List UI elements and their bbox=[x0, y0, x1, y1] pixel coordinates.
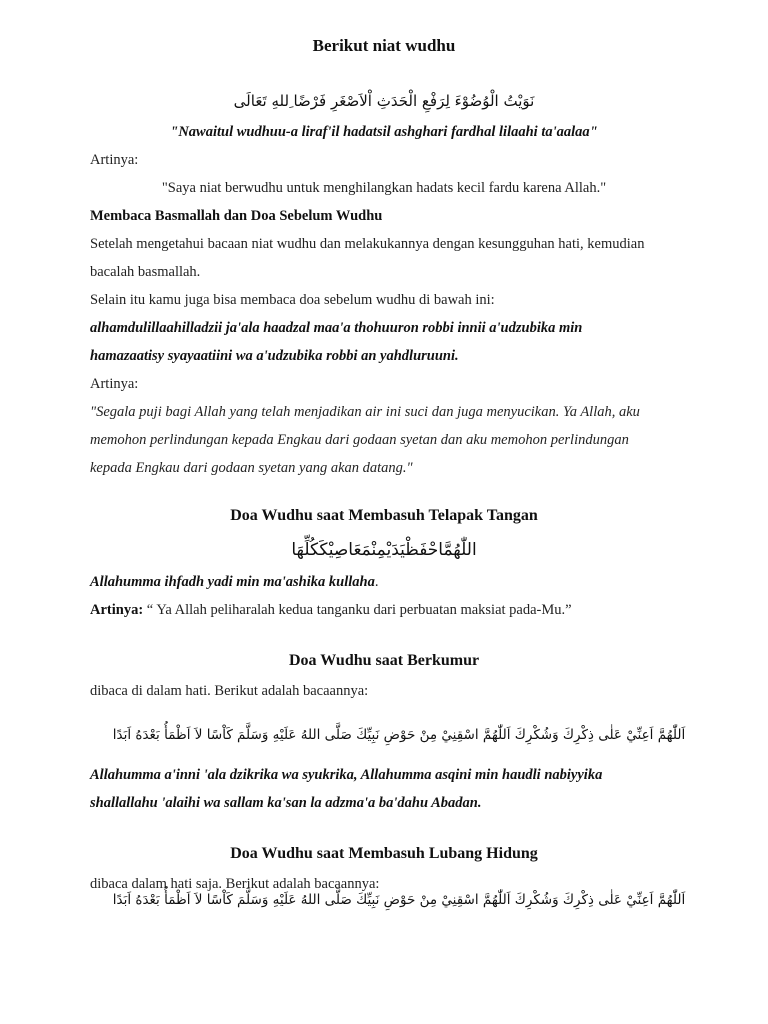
niat-artinya: "Saya niat berwudhu untuk menghilangkan hadats kecil fardu karena Allah." bbox=[161, 180, 607, 196]
hidung-arabic: اَللّٰهُمَّ اَعِنِّيْ عَلٰى ذِكْرِكَ وَشُكْرِكَ اَللّٰهُمَّ اسْقِنِيْ مِنْ حَوْضِ نَبِيِّكَ صَلَّى اللهُ عَلَيْهِ وَسَلَّمَ كَاْسًا لاَ اَظْمَأُ بَعْدَهُ اَبَدًا bbox=[112, 892, 686, 908]
basmallah-artinya-label: Artinya: bbox=[90, 376, 139, 392]
telapak-latin: Allahumma ihfadh yadi min ma'ashika kullaha bbox=[90, 574, 375, 590]
basmallah-artinya-line: "Segala puji bagi Allah yang telah menjadikan air ini suci dan juga menyucikan. Ya Allah, aku bbox=[90, 404, 640, 420]
basmallah-paragraph-line: Setelah mengetahui bacaan niat wudhu dan melakukannya dengan kesungguhan hati, kemudian bbox=[90, 236, 645, 252]
berkumur-latin-line: shallallahu 'alaihi wa sallam ka'san la adzma'a ba'dahu Abadan. bbox=[90, 795, 482, 811]
telapak-artinya: “ Ya Allah peliharalah kedua tanganku dari perbuatan maksiat pada-Mu.” bbox=[143, 602, 572, 618]
basmallah-artinya-line: kepada Engkau dari godaan syetan yang akan datang." bbox=[90, 460, 413, 476]
berkumur-latin-line: Allahumma a'inni 'ala dzikrika wa syukrika, Allahumma asqini min haudli nabiyyika bbox=[90, 767, 603, 783]
doa-sebelum-wudhu-line: alhamdulillaahilladzii ja'ala haadzal maa'a thohuuron robbi innii a'udzubika min bbox=[90, 320, 583, 336]
telapak-latin-line bbox=[90, 574, 678, 591]
telapak-heading: Doa Wudhu saat Membasuh Telapak Tangan bbox=[230, 507, 538, 524]
doa-sebelum-wudhu-line: hamazaatisy syayaatiini wa a'udzubika robbi an yahdluruuni. bbox=[90, 348, 459, 364]
berkumur-arabic: اَللّٰهُمَّ اَعِنِّيْ عَلٰى ذِكْرِكَ وَشُكْرِكَ اَللّٰهُمَّ اسْقِنِيْ مِنْ حَوْضِ نَبِيِّكَ صَلَّى اللهُ عَلَيْهِ وَسَلَّمَ كَاْسًا لاَ اَظْمَأُ بَعْدَهُ اَبَدًا bbox=[112, 727, 686, 743]
basmallah-paragraph-line: Selain itu kamu juga bisa membaca doa sebelum wudhu di bawah ini: bbox=[90, 292, 495, 308]
berkumur-heading: Doa Wudhu saat Berkumur bbox=[288, 652, 480, 669]
niat-artinya-label: Artinya: bbox=[90, 152, 139, 168]
page-title: Berikut niat wudhu bbox=[312, 36, 456, 55]
telapak-artinya-label: Artinya: bbox=[90, 602, 144, 618]
hidung-intro: dibaca dalam hati saja. Berikut adalah bacaannya: bbox=[90, 876, 380, 892]
basmallah-artinya-line: memohon perlindungan kepada Engkau dari godaan syetan dan aku memohon perlindungan bbox=[90, 432, 629, 448]
telapak-artinya-line bbox=[90, 602, 678, 619]
basmallah-paragraph-line: bacalah basmallah. bbox=[90, 264, 201, 280]
telapak-latin-dot: . bbox=[374, 574, 379, 590]
niat-arabic: نَوَيْتُ الْوُضُوْءَ لِرَفْعِ الْحَدَثِ اْلاَصْغَرِ فَرْضًا ِللهِ تَعَالَى bbox=[233, 92, 535, 110]
telapak-arabic: اللّٰهُمَّاحْفَظْيَدَيْمِنْمَعَاصِيْكَكُلِّهَا bbox=[291, 540, 477, 560]
niat-latin: "Nawaitul wudhuu-a liraf'il hadatsil ashghari fardhal lilaahi ta'aalaa" bbox=[170, 124, 598, 140]
hidung-heading: Doa Wudhu saat Membasuh Lubang Hidung bbox=[230, 845, 538, 862]
berkumur-intro: dibaca di dalam hati. Berikut adalah bacaannya: bbox=[90, 683, 369, 699]
basmallah-heading: Membaca Basmallah dan Doa Sebelum Wudhu bbox=[90, 208, 383, 224]
